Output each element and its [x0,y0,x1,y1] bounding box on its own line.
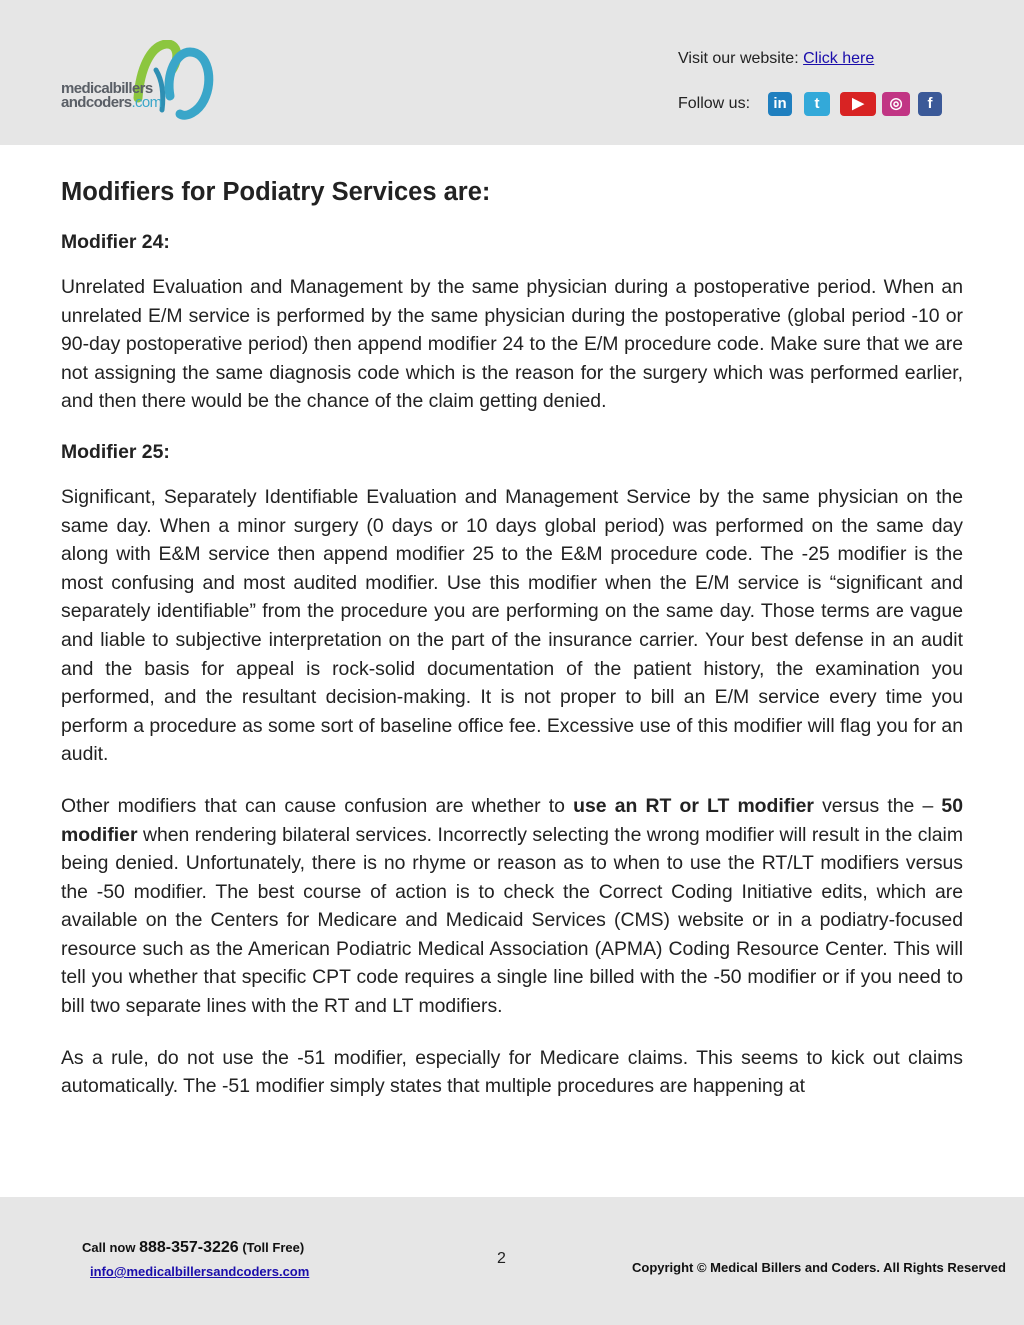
page-footer [0,1197,1024,1325]
other-text-1: Other modifiers that can cause confusion are whether to [61,794,574,817]
call-now [82,1239,304,1257]
email-link[interactable]: info@medicalbillersandcoders.com [90,1264,310,1279]
modifier-24-heading: Modifier 24: [61,231,170,253]
other-bold-2: 50 modifier [61,794,963,846]
other-bold-1: use an RT or LT modifier [573,794,814,817]
follow-label: Follow us: [678,95,751,112]
linkedin-icon[interactable]: in [768,92,792,116]
page-header [0,0,1024,145]
toll-free-label: (Toll Free) [238,1240,305,1255]
other-text-2: versus the – [813,794,942,817]
visit-label: Visit our website: [678,50,804,67]
page-title: Modifiers for Podiatry Services are: [61,178,491,206]
phone-number[interactable]: 888-357-3226 [139,1239,239,1256]
copyright-text: Copyright © Medical Billers and Coders. All Rights Reserved [632,1260,1006,1275]
modifier-51-paragraph: As a rule, do not use the -51 modifier, especially for Medicare claims. This seems to kick out claims automatically. The -51 modifier simply states that multiple procedures are happening at [61,1046,963,1098]
call-label: Call now [82,1240,140,1255]
visit-website [678,50,874,68]
modifier-25-paragraph: Significant, Separately Identifiable Evaluation and Management Service by the same physician on the same day. When a minor surgery (0 days or 10 days global period) was performed on the same day along with E&M service then append modifier 25 to the E&M procedure code. The -25 modifier is the most confusing and most audited modifier. Use this modifier when the E/M service is “significant and separately identifiable” from the procedure you are performing on the same day. Those terms are vague and liable to subjective interpretation on the part of the insurance carrier. Your best defense in an audit and the basis for appeal is rock-solid documentation of the patient history, the examination you performed, and the resultant decision-making. It is not proper to bill an E/M service every time you perform a procedure as some sort of baseline office fee. Excessive use of this modifier will flag you for an audit. [61,485,963,766]
logo-line1: medicalbillers [61,80,153,97]
logo-wordmark [61,82,162,110]
modifier-25-heading: Modifier 25: [61,440,170,463]
company-logo[interactable] [58,40,218,122]
article-body [61,165,963,1101]
website-link[interactable]: Click here [803,50,875,67]
logo-line2: andcoders [61,94,132,111]
modifier-24-paragraph: Unrelated Evaluation and Management by the same physician during a postoperative period. When an unrelated E/M service is performed by the same physician during the postoperative (global period -10 or 90-day postoperative period) then append modifier 24 to the E/M procedure code. Make sure that we are not assigning the same diagnosis code which is the reason for the surgery which was performed earlier, and then there would be the chance of the claim getting denied. [61,276,963,413]
other-text-3: when rendering bilateral services. Incorrectly selecting the wrong modifier will result in the claim being denied. Unfortunately, there is no rhyme or reason as to when to use the RT/LT modifiers versus the -50 modifier. The best course of action is to check the Correct Coding Initiative edits, which are available on the Centers for Medicare and Medicaid Services (CMS) website or in a podiatry-focused resource such as the American Podiatric Medical Association (APMA) Coding Resource Center. This will tell you whether that specific CPT code requires a single line billed with the -50 modifier or if you need to bill two separate lines with the RT and LT modifiers. [61,823,963,1018]
other-modifiers-paragraph [61,792,963,1021]
page-number: 2 [497,1250,506,1267]
twitter-icon[interactable]: t [804,92,830,116]
logo-suffix: .com [131,94,162,111]
youtube-icon[interactable]: ▶ [840,92,876,116]
facebook-icon[interactable]: f [918,92,942,116]
instagram-icon[interactable]: ◎ [882,92,910,116]
